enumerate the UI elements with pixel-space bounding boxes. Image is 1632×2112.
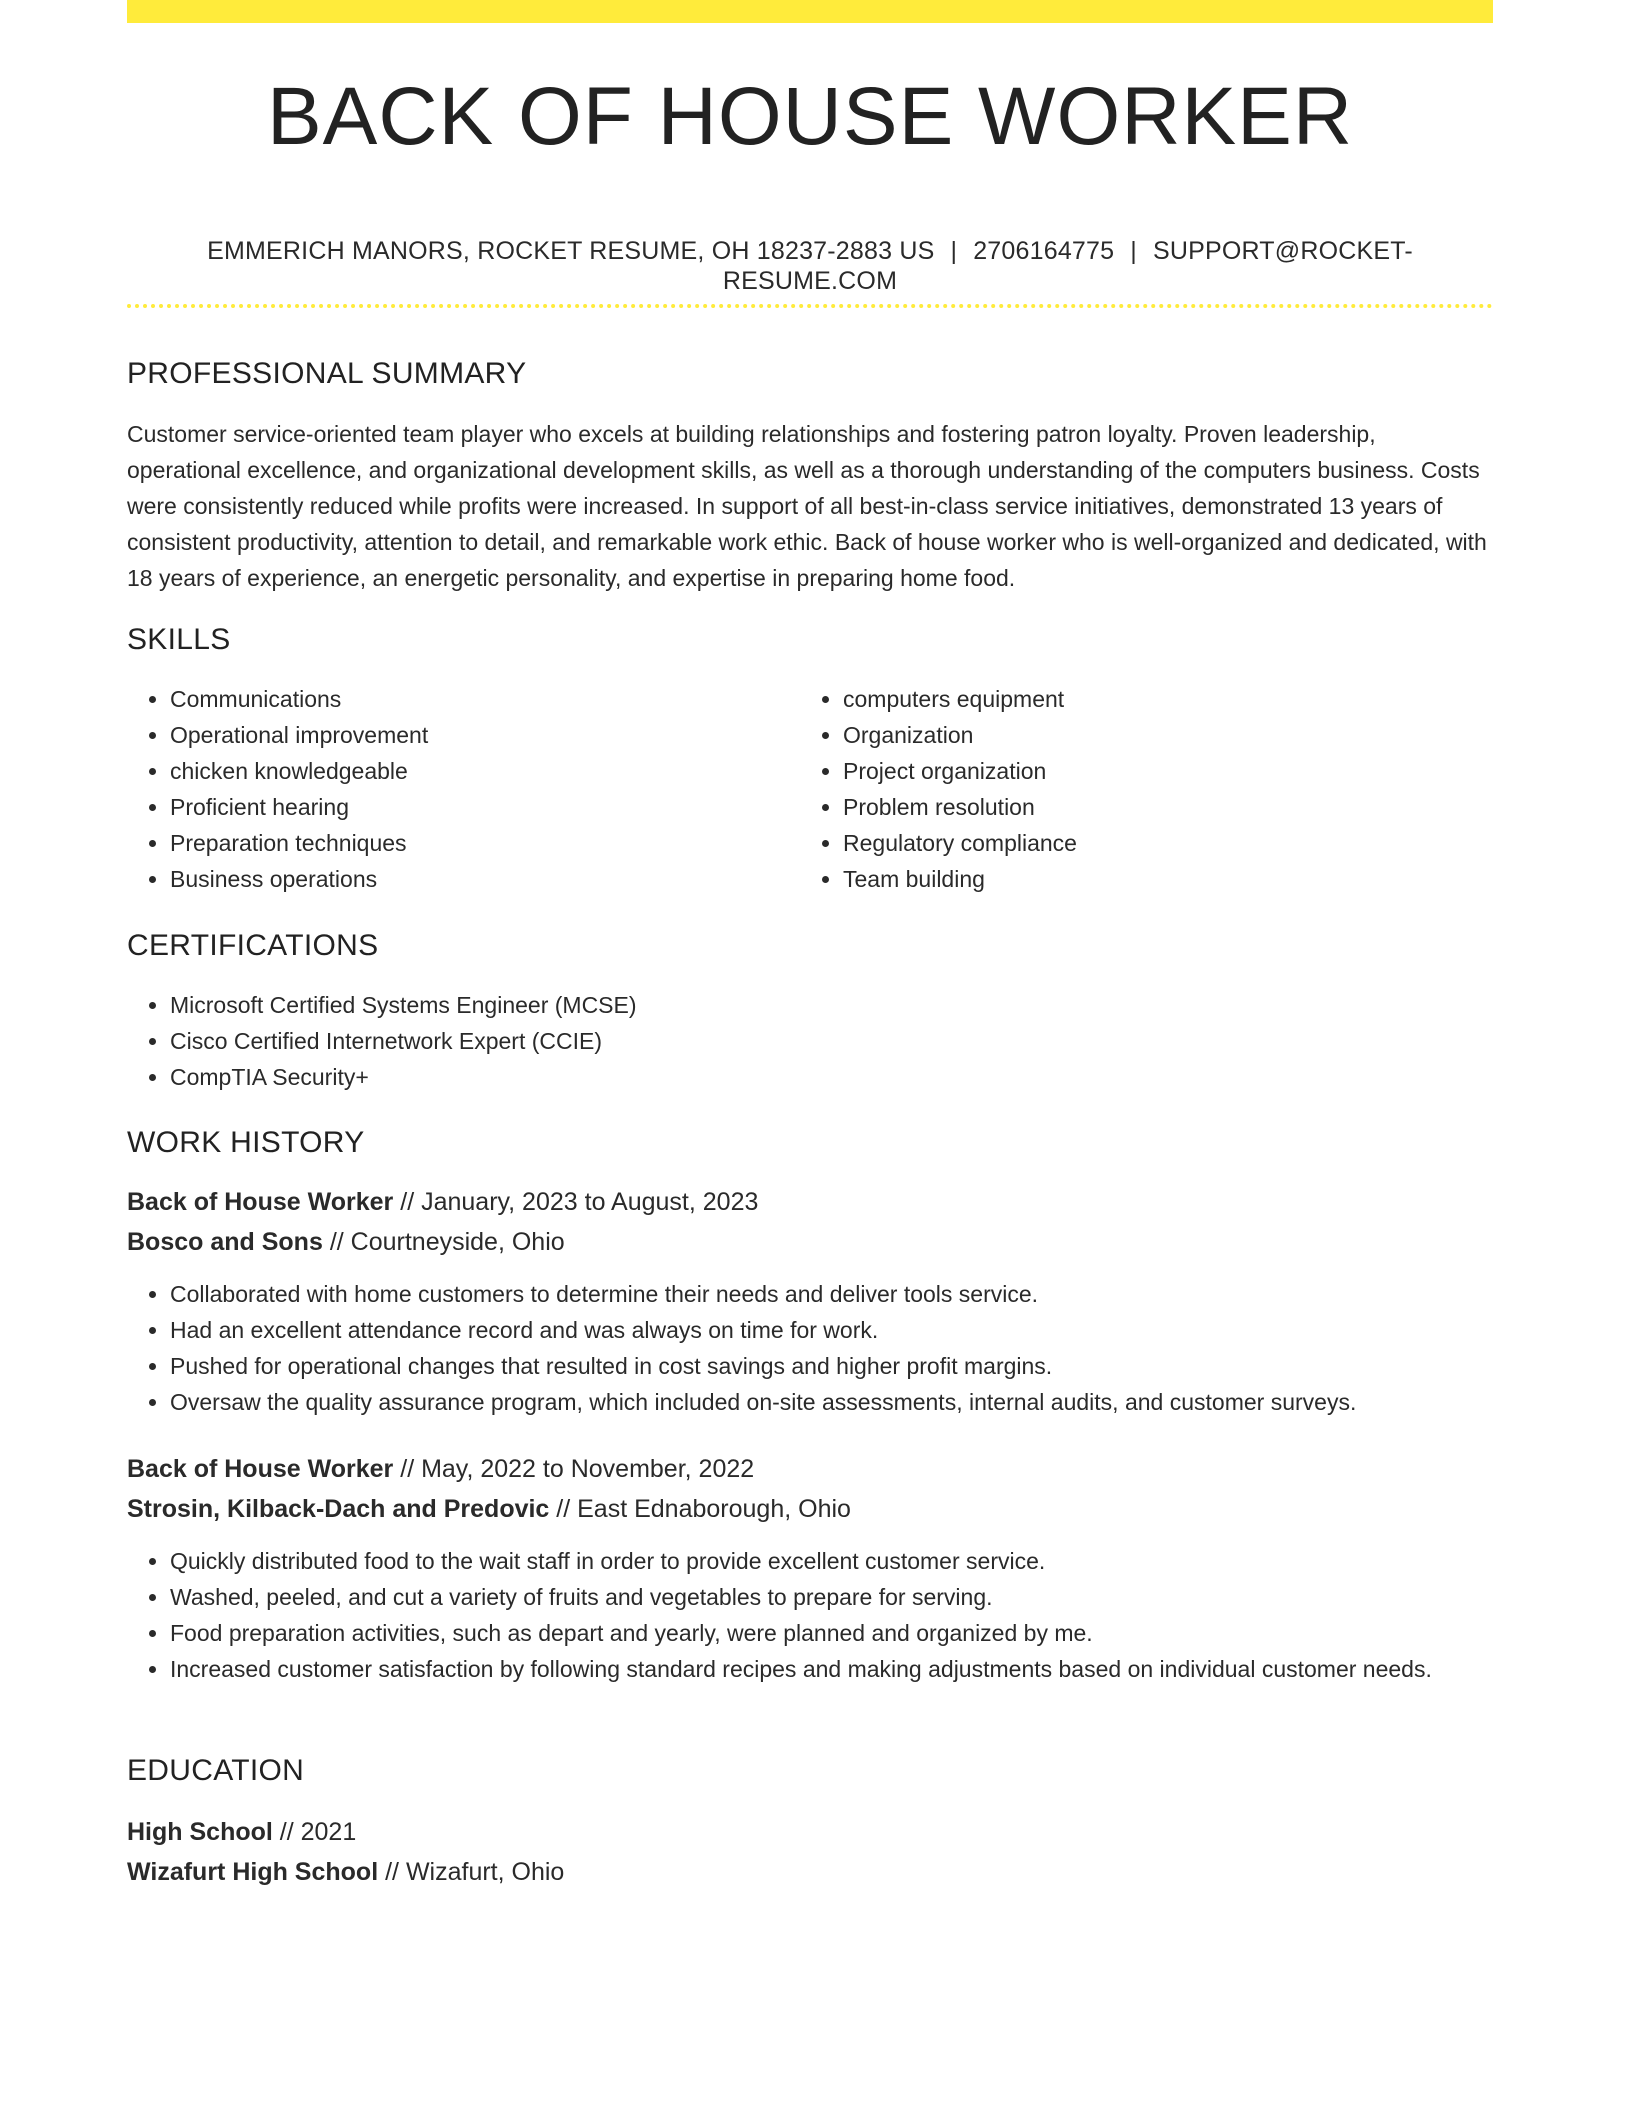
job-dates: // January, 2023 to August, 2023 <box>393 1188 759 1216</box>
skill-item: • computers equipment <box>843 681 1460 717</box>
job-company-line <box>127 1494 851 1524</box>
contact-address: EMMERICH MANORS, ROCKET RESUME, OH 18237-2883 US <box>207 237 935 265</box>
skills-column-left <box>127 681 787 897</box>
job-bullets <box>127 1276 1493 1420</box>
job-bullets-block <box>127 1543 1493 1687</box>
skill-item: • Proficient hearing <box>170 789 787 825</box>
job-bullet: • Oversaw the quality assurance program, which included on-site assessments, internal audits, and customer surveys. <box>170 1384 1493 1420</box>
work-history-heading: WORK HISTORY <box>127 1126 365 1159</box>
skill-item: • Business operations <box>170 861 787 897</box>
job-bullets <box>127 1543 1493 1687</box>
certifications-list <box>127 987 1493 1095</box>
job-dates: // May, 2022 to November, 2022 <box>393 1455 755 1483</box>
job-bullet: • Had an excellent attendance record and was always on time for work. <box>170 1312 1493 1348</box>
certifications-block <box>127 987 1493 1095</box>
skills-list-left <box>127 681 787 897</box>
job-bullet: • Increased customer satisfaction by following standard recipes and making adjustments based on individual customer needs. <box>170 1651 1493 1687</box>
job-role: Back of House Worker <box>127 1188 394 1216</box>
education-degree: High School <box>127 1818 273 1846</box>
job-company: Bosco and Sons <box>127 1228 323 1256</box>
job-bullets-block <box>127 1276 1493 1420</box>
contact-separator: | <box>950 237 958 265</box>
skills-list-right <box>800 681 1460 897</box>
job-role: Back of House Worker <box>127 1455 394 1483</box>
header-divider <box>127 304 1493 308</box>
skill-item: • Organization <box>843 717 1460 753</box>
skill-item: • Team building <box>843 861 1460 897</box>
education-location: // Wizafurt, Ohio <box>378 1858 565 1886</box>
job-bullet: • Pushed for operational changes that resulted in cost savings and higher profit margins. <box>170 1348 1493 1384</box>
education-degree-line <box>127 1817 356 1847</box>
contact-line <box>127 236 1493 296</box>
job-title-line <box>127 1454 754 1484</box>
job-location: // Courtneyside, Ohio <box>322 1228 565 1256</box>
job-bullet: • Quickly distributed food to the wait staff in order to provide excellent customer service. <box>170 1543 1493 1579</box>
certification-item: • Cisco Certified Internetwork Expert (CCIE) <box>170 1023 1493 1059</box>
skill-item: • Problem resolution <box>843 789 1460 825</box>
skill-item: • chicken knowledgeable <box>170 753 787 789</box>
contact-phone: 2706164775 <box>973 237 1115 265</box>
resume-name: BACK OF HOUSE WORKER <box>266 71 1354 162</box>
job-company: Strosin, Kilback-Dach and Predovic <box>127 1495 550 1523</box>
skills-heading: SKILLS <box>127 623 231 656</box>
certification-item: • Microsoft Certified Systems Engineer (MCSE) <box>170 987 1493 1023</box>
skill-item: • Operational improvement <box>170 717 787 753</box>
job-title-line <box>127 1187 758 1217</box>
summary-text: Customer service-oriented team player who excels at building relationships and fostering patron loyalty. Proven leadership, operational excellence, and organizational development skills, as well as a thorough understanding of the computers business. Costs were consistently reduced while profits were increased. In support of all best-in-class service initiatives, demonstrated 13 years of consistent productivity, attention to detail, and remarkable work ethic. Back of house worker who is well-organized and dedicated, with 18 years of experience, an energetic personality, and expertise in preparing home food. <box>127 421 1487 591</box>
skill-item: • Project organization <box>843 753 1460 789</box>
top-accent-bar <box>127 0 1493 23</box>
job-bullet: • Collaborated with home customers to determine their needs and deliver tools service. <box>170 1276 1493 1312</box>
skills-column-right <box>800 681 1460 897</box>
contact-separator: | <box>1130 237 1137 265</box>
certification-item: • CompTIA Security+ <box>170 1059 1493 1095</box>
job-bullet: • Food preparation activities, such as depart and yearly, were planned and organized by me. <box>170 1615 1493 1651</box>
education-school-line <box>127 1857 564 1887</box>
summary-heading: PROFESSIONAL SUMMARY <box>127 357 527 390</box>
education-year: // 2021 <box>272 1818 357 1846</box>
job-company-line <box>127 1227 565 1257</box>
education-heading: EDUCATION <box>127 1754 305 1787</box>
contact-email: SUPPORT@ROCKET-RESUME.COM <box>722 237 1413 295</box>
skill-item: • Communications <box>170 681 787 717</box>
job-location: // East Ednaborough, Ohio <box>549 1495 851 1523</box>
education-school: Wizafurt High School <box>127 1858 379 1886</box>
skill-item: • Regulatory compliance <box>843 825 1460 861</box>
job-bullet: • Washed, peeled, and cut a variety of fruits and vegetables to prepare for serving. <box>170 1579 1493 1615</box>
skill-item: • Preparation techniques <box>170 825 787 861</box>
certifications-heading: CERTIFICATIONS <box>127 929 379 962</box>
